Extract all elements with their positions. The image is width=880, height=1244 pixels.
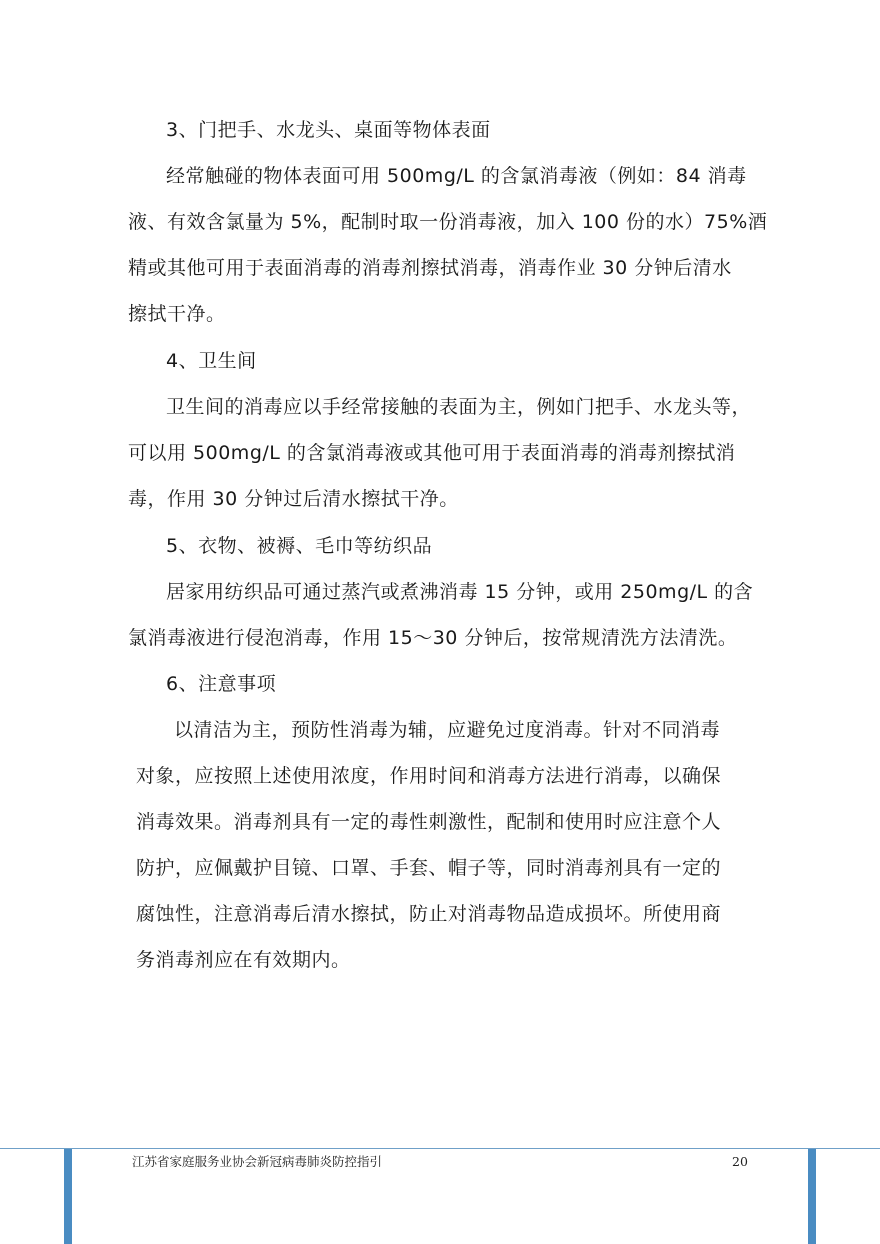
footer-title: 江苏省家庭服务业协会新冠病毒肺炎防控指引 <box>132 1154 383 1169</box>
heading-textiles: 5、衣物、被褥、毛巾等纺织品 <box>166 535 433 557</box>
page-number: 20 <box>732 1154 748 1169</box>
heading-bathroom: 4、卫生间 <box>166 350 257 372</box>
heading-notes: 6、注意事项 <box>166 673 277 695</box>
paragraph-line: 经常触碰的物体表面可用 500mg/L 的含氯消毒液（例如：84 消毒 <box>166 165 747 187</box>
paragraph-line: 务消毒剂应在有效期内。 <box>136 949 351 971</box>
paragraph-line: 消毒效果。消毒剂具有一定的毒性刺激性，配制和使用时应注意个人 <box>136 811 722 833</box>
paragraph-line: 毒，作用 30 分钟过后清水擦拭干净。 <box>128 488 459 510</box>
paragraph-line: 卫生间的消毒应以手经常接触的表面为主，例如门把手、水龙头等， <box>166 396 752 418</box>
paragraph-line: 腐蚀性，注意消毒后清水擦拭，防止对消毒物品造成损坏。所使用商 <box>136 903 722 925</box>
paragraph-line: 对象，应按照上述使用浓度，作用时间和消毒方法进行消毒，以确保 <box>136 765 722 787</box>
paragraph-line: 氯消毒液进行侵泡消毒，作用 15～30 分钟后，按常规清洗方法清洗。 <box>128 627 738 649</box>
footer-right-bar <box>808 1149 816 1244</box>
paragraph-line: 防护，应佩戴护目镜、口罩、手套、帽子等，同时消毒剂具有一定的 <box>136 857 722 879</box>
footer-divider <box>0 1148 880 1149</box>
footer-left-bar <box>64 1149 72 1244</box>
paragraph-line: 擦拭干净。 <box>128 303 226 325</box>
paragraph-line: 可以用 500mg/L 的含氯消毒液或其他可用于表面消毒的消毒剂擦拭消 <box>128 442 736 464</box>
paragraph-line: 精或其他可用于表面消毒的消毒剂擦拭消毒，消毒作业 30 分钟后清水 <box>128 257 732 279</box>
paragraph-line: 液、有效含氯量为 5%，配制时取一份消毒液，加入 100 份的水）75%酒 <box>128 211 768 233</box>
paragraph-line: 以清洁为主，预防性消毒为辅，应避免过度消毒。针对不同消毒 <box>174 719 721 741</box>
heading-door-handles: 3、门把手、水龙头、桌面等物体表面 <box>166 119 491 141</box>
paragraph-line: 居家用纺织品可通过蒸汽或煮沸消毒 15 分钟，或用 250mg/L 的含 <box>166 581 754 603</box>
